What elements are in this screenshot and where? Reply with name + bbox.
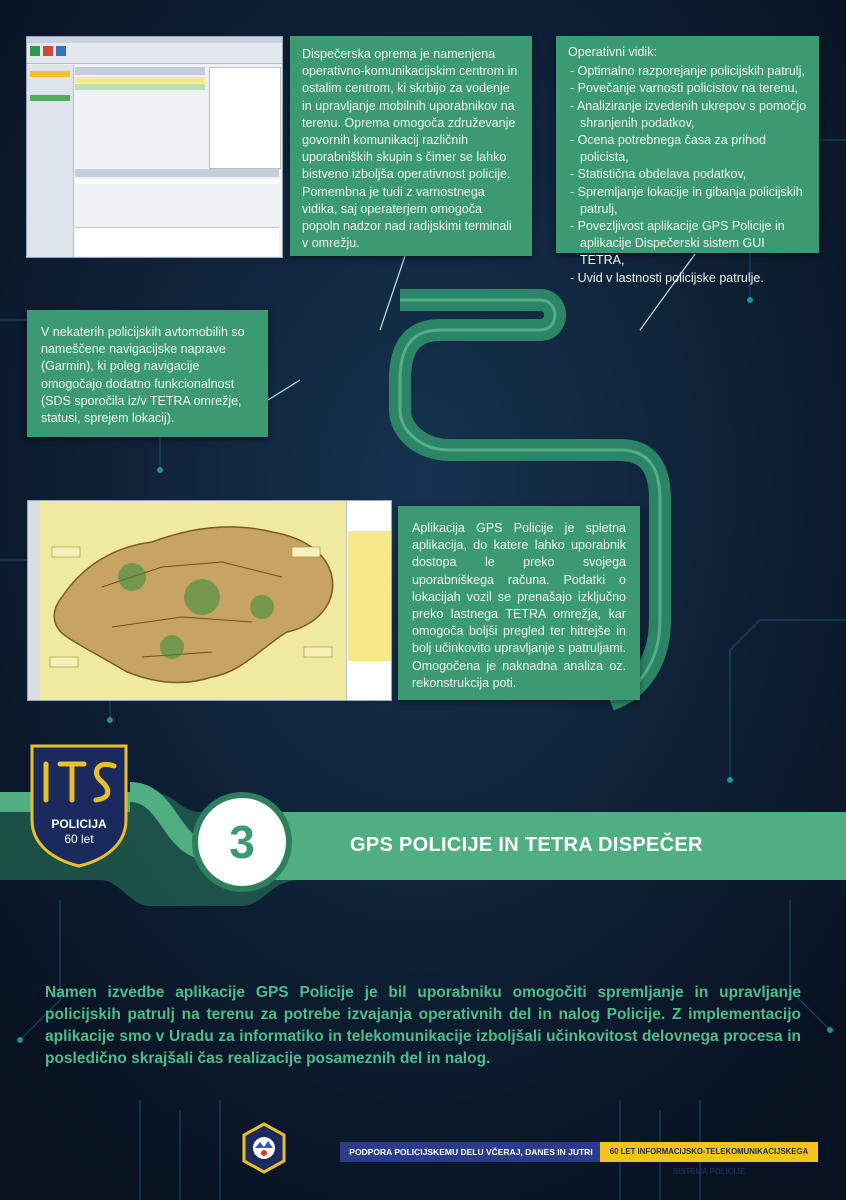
badge-label: POLICIJA bbox=[51, 817, 107, 831]
intro-paragraph: Namen izvedbe aplikacije GPS Policije je bil uporabniku omogočiti spremljanje in upravljanje policijskih patrulj na terenu za potrebe izvajanja operativnih del in nalog Policije. Z implementacijo aplikacije smo v Uradu za informatiko in telekomunikacije izboljšali učinkovitost delovnega procesa in posledično skrajšali čas realizacije posameznih del in nalog. bbox=[45, 984, 801, 1067]
list-item: - Povezljivost aplikacije GPS Policije in aplikacije Dispečerski sistem GUI TETRA, bbox=[570, 219, 785, 268]
list-item: - Optimalno razporejanje policijskih patrulj, bbox=[570, 64, 805, 79]
dispatch-equipment-box bbox=[290, 36, 532, 256]
list-item: - Povečanje varnosti policistov na terenu, bbox=[570, 81, 798, 96]
footer-right-banner: 60 LET INFORMACIJSKO-TELEKOMUNIKACIJSKEGA SISTEMA POLICIJE bbox=[600, 1142, 818, 1162]
list-item: - Statistična obdelava podatkov, bbox=[570, 167, 747, 182]
gps-application-box bbox=[398, 506, 640, 700]
gps-application-text: Aplikacija GPS Policije je spletna aplikacija, do katere lahko uporabnik dostopa le preko svojega uporabniškega računa. Podatki o lokacijah vozil se prenašajo izključno preko lastnega TETRA omrežja, kar omogoča boljši pregled ter hitrejše in bolj učinkovito upravljanje s patruljami. Omogočena je naknadna analiza oz. rekonstrukcija poti. bbox=[412, 521, 626, 690]
dispatch-equipment-text: Dispečerska oprema je namenjena operativno-komunikacijskim centrom in ostalim centrom, ki skrbijo za vodenje in upravljanje mobilnih uporabnikov na terenu. Oprema omogoča združevanje govornih komunikacij različnih uporabniških skupin s čimer se lahko bistveno izboljša operativnost policije. Pomembna je tudi z varnostnega vidika, saj operaterjem omogoča popoln nadzor nad radijskimi terminali v omrežju. bbox=[302, 47, 518, 251]
operative-aspect-title: Operativni vidik: bbox=[568, 45, 657, 59]
dispatcher-app-screenshot bbox=[26, 36, 283, 258]
operative-aspect-box bbox=[556, 36, 819, 285]
section-title: GPS POLICIJE IN TETRA DISPEČER bbox=[350, 834, 703, 856]
list-item: - Analiziranje izvedenih ukrepov s pomočjo shranjenih podatkov, bbox=[570, 98, 807, 130]
list-item: - Spremljanje lokacije in gibanja policijskih patrulj, bbox=[570, 184, 803, 216]
police-60-years-badge bbox=[24, 740, 134, 870]
section-number: 3 bbox=[198, 798, 286, 886]
police-emblem-icon bbox=[240, 1122, 288, 1174]
operative-aspect-list bbox=[568, 63, 807, 287]
list-item: - Ocena potrebnega časa za prihod policista, bbox=[570, 133, 766, 165]
footer-left-banner: PODPORA POLICIJSKEMU DELU VČERAJ, DANES IN JUTRI bbox=[340, 1142, 602, 1162]
gps-map-screenshot bbox=[27, 500, 392, 701]
badge-years: 60 let bbox=[64, 832, 94, 846]
list-item: - Uvid v lastnosti policijske patrulje. bbox=[570, 270, 764, 285]
navigation-devices-box bbox=[27, 310, 268, 437]
navigation-devices-text: V nekaterih policijskih avtomobilih so nameščene navigacijske naprave (Garmin), ki poleg navigacije omogočajo dodatno funkcionalnost (SDS sporočila iz/v TETRA omrežje, statusi, sprejem lokacij). bbox=[41, 325, 245, 426]
slovenia-map-icon bbox=[42, 507, 342, 697]
